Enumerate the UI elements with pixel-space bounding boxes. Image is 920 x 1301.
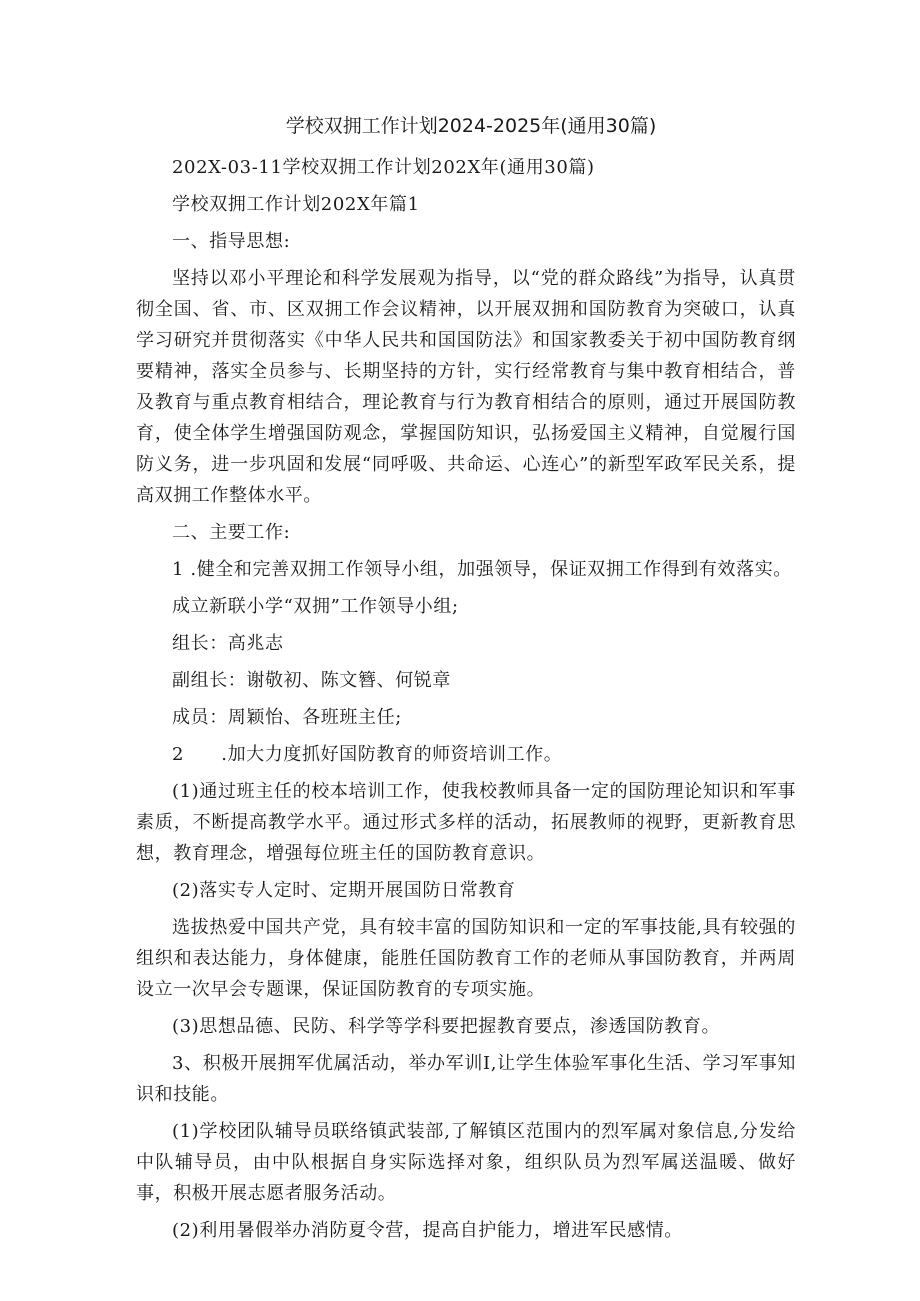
paragraph-item-2-2-body: 选拔热爱中国共产党，具有较丰富的国防知识和一定的军事技能,具有较强的组织和表达能力，身体健康，能胜任国防教育工作的老师从事国防教育，并两周设立一次早会专题课，保证国防教育的专项实施。 (136, 917, 796, 1000)
paragraph-date-line: 202X-03-11学校双拥工作计划202X年(通用30篇) (172, 157, 595, 178)
paragraph-item-2: 2 .加大力度抓好国防教育的师资培训工作。 (172, 744, 563, 765)
paragraph-leading-group: 成立新联小学“双拥”工作领导小组; (172, 596, 459, 617)
paragraph-section-heading: 学校双拥工作计划202X年篇1 (172, 194, 420, 215)
paragraph-item-2-2: (2)落实专人定时、定期开展国防日常教育 (172, 880, 516, 901)
paragraph-item-2-3: (3)思想品德、民防、科学等学科要把握教育要点，渗透国防教育。 (172, 1016, 721, 1037)
paragraph-item-1: 1 .健全和完善双拥工作领导小组，加强领导，保证双拥工作得到有效落实。 (172, 559, 792, 580)
paragraph-deputy-leaders: 副组长：谢敬初、陈文簪、何锐章 (172, 670, 451, 691)
paragraph-group-leader: 组长：高兆志 (172, 633, 284, 654)
paragraph-guiding-thought-body: 坚持以邓小平理论和科学发展观为指导，以“党的群众路线”为指导，认真贯彻全国、省、市、区双拥工作会议精神，以开展双拥和国防教育为突破口，认真学习研究并贯彻落实《中华人民共和国国防法》和国家教委关于初中国防教育纲要精神，落实全员参与、长期坚持的方针，实行经常教育与集中教育相结合，普及教育与重点教育相结合，理论教育与行为教育相结合的原则，通过开展国防教育，使全体学生增强国防观念，掌握国防知识，弘扬爱国主义精神，自觉履行国防义务，进一步巩固和发展“同呼吸、共命运、心连心”的新型军政军民关系，提高双拥工作整体水平。 (136, 268, 796, 506)
paragraph-item-3: 3、积极开展拥军优属活动，举办军训I,让学生体验军事化生活、学习军事知识和技能。 (136, 1053, 796, 1105)
paragraph-members: 成员：周颖怡、各班班主任; (172, 707, 402, 728)
paragraph-heading-main-work: 二、主要工作: (172, 522, 291, 543)
paragraph-item-2-1: (1)通过班主任的校本培训工作，使我校教师具备一定的国防理论知识和军事素质，不断提高教学水平。通过形式多样的活动，拓展教师的视野，更新教育思想，教育理念，增强每位班主任的国防教育意识。 (136, 781, 796, 864)
paragraph-item-3-2: (2)利用暑假举办消防夏令营，提高自护能力，增进军民感情。 (172, 1220, 683, 1241)
paragraph-heading-guiding-thought: 一、指导思想: (172, 231, 291, 252)
paragraph-item-3-1: (1)学校团队辅导员联络镇武装部,了解镇区范围内的烈军属对象信息,分发给中队辅导员，由中队根据自身实际选择对象，组织队员为烈军属送温暖、做好事，积极开展志愿者服务活动。 (136, 1121, 796, 1204)
document-page (136, 108, 796, 1246)
document-title: 学校双拥工作计划2024-2025年(通用30篇) (285, 115, 657, 137)
